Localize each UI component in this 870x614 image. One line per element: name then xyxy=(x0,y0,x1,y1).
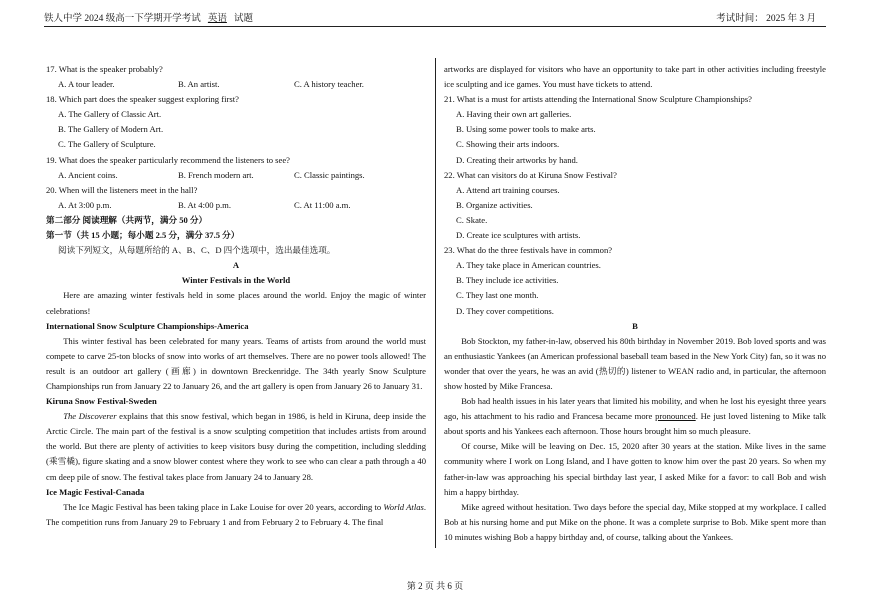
option: A. They take place in American countries. xyxy=(456,260,601,271)
option: C. Classic paintings. xyxy=(294,169,365,180)
column-divider xyxy=(435,58,436,548)
option: D. They cover competitions. xyxy=(456,305,554,316)
option: C. A history teacher. xyxy=(294,79,364,90)
question-20-options xyxy=(46,198,426,213)
paragraph xyxy=(46,409,426,484)
option: B. French modern art. xyxy=(178,169,254,180)
header-rule xyxy=(44,26,826,27)
source-title: World Atlas xyxy=(383,501,424,512)
instructions: 阅读下列短文，从每题所给的 A、B、C、D 四个选项中，选出最佳选项。 xyxy=(58,245,336,256)
paragraph: Mike agreed without hesitation. Two days before the special day, Mike stopped at my workplace. I called Bob at his nursing home and put Mike on the phone. It was a complete surprise to Bob. Mike spent more than 10 minutes wishing Bob a happy birthday and, of course, talking about the Yankees. xyxy=(444,501,826,542)
paragraph xyxy=(46,500,426,530)
paragraph-text: . He just loved listening to Mike talk about sports and his Yankees each afternoon. Those hours brought him so much pleasure. xyxy=(444,411,827,437)
option: D. Creating their artworks by hand. xyxy=(456,154,578,165)
paragraph-text: Bob had health issues in his later years that limited his mobility, and when he lost his eyesight three years ago, his attachment to his radio and Francesa became more xyxy=(444,396,826,422)
header-exam-time: 考试时间： 2025 年 3 月 xyxy=(716,14,816,24)
option: C. Skate. xyxy=(456,214,488,225)
section-heading: 第一节（共 15 小题；每小题 2.5 分，满分 37.5 分） xyxy=(46,230,240,241)
option: C. Showing their arts indoors. xyxy=(456,139,560,150)
paragraph-continued: artworks are displayed for visitors who have an opportunity to take part in other activities including freestyle ice sculpting and ice games. You must have tickets to attend. xyxy=(444,64,826,90)
option: C. The Gallery of Sculpture. xyxy=(58,139,156,150)
part-heading: 第二部分 阅读理解（共两节，满分 50 分） xyxy=(46,214,208,225)
question-23: 23. What do the three festivals have in common? xyxy=(444,245,613,256)
festival-heading: International Snow Sculpture Championships-America xyxy=(46,320,249,331)
right-column xyxy=(444,62,826,545)
passage-title: Winter Festivals in the World xyxy=(181,275,291,286)
page-number: 第 2 页 共 6 页 xyxy=(406,581,464,591)
header-school-exam: 铁人中学 2024 级高一下学期开学考试 xyxy=(44,14,201,24)
header-exam-title xyxy=(44,10,253,24)
option: A. Attend art training courses. xyxy=(456,184,560,195)
option: A. At 3:00 p.m. xyxy=(58,199,112,210)
option: A. The Gallery of Classic Art. xyxy=(58,109,162,120)
option: A. Having their own art galleries. xyxy=(456,109,572,120)
question-19: 19. What does the speaker particularly recommend the listeners to see? xyxy=(46,154,290,165)
option: A. A tour leader. xyxy=(58,79,115,90)
paragraph: This winter festival has been celebrated for many years. Teams of artists from around the world must compete to carve 25-ton blocks of snow into works of art themselves. There are no power tools allowed! The result is an outdoor art gallery (画廊) in downtown Breckenridge. The 34th yearly Snow Sculpture Championships run from January 22 to January 26, and the art gallery is open from January 26 to January 31. xyxy=(46,335,426,391)
option: B. Using some power tools to make arts. xyxy=(456,124,596,135)
header-suffix: 试题 xyxy=(234,14,254,24)
paragraph: Bob Stockton, my father-in-law, observed his 80th birthday in November 2019. Bob loved sports and was an enthusiastic Yankees (an American professional baseball team based in the New York City) fan, so it was no wonder that over the years, he was an avid (热切的) listener to WEAN radio and, in particular, the afternoon show hosted by Mike Francesa. xyxy=(444,335,826,391)
question-21: 21. What is a must for artists attending the International Snow Sculpture Championships? xyxy=(444,94,752,105)
option: C. They last one month. xyxy=(456,290,539,301)
question-20: 20. When will the listeners meet in the hall? xyxy=(46,184,198,195)
question-17: 17. What is the speaker probably? xyxy=(46,64,163,74)
question-17-options xyxy=(46,77,426,92)
paragraph-text: The Ice Magic Festival has been taking place in Lake Louise for over 20 years, according to xyxy=(63,501,384,512)
passage-label: B xyxy=(632,320,638,331)
underlined-word: pronounced xyxy=(655,411,696,422)
header-subject: 英语 xyxy=(207,14,227,24)
paragraph-text: . The competition runs from January 29 to February 1 and from February 2 to February 4. The final xyxy=(46,501,426,527)
option: D. Create ice sculptures with artists. xyxy=(456,230,581,241)
option: B. An artist. xyxy=(178,79,220,90)
option: B. At 4:00 p.m. xyxy=(178,199,232,210)
paragraph: Of course, Mike will be leaving on Dec. 15, 2020 after 30 years at the station. Mike lives in the same community where I work on Long Island, and I have gotten to know him over the past 20 years. So when my father-in-law was approaching his special birthday last year, I asked Mike for a favor: to call Bob and wish him a happy birthday. xyxy=(444,441,826,497)
source-title: The Discoverer xyxy=(63,411,117,422)
question-19-options xyxy=(46,168,426,183)
left-column xyxy=(46,62,426,530)
paragraph xyxy=(444,394,826,439)
intro-paragraph: Here are amazing winter festivals held in some places around the world. Enjoy the magic of winter celebrations! xyxy=(46,290,426,316)
question-22: 22. What can visitors do at Kiruna Snow Festival? xyxy=(444,169,617,180)
option: B. Organize activities. xyxy=(456,199,533,210)
festival-heading: Ice Magic Festival-Canada xyxy=(46,486,145,497)
question-18: 18. Which part does the speaker suggest exploring first? xyxy=(46,94,239,105)
paragraph-text: explains that this snow festival, which began in 1986, is held in Kiruna, deep inside the Arctic Circle. The main part of the festival is a snow sculpting competition that includes artists from around the world. But there are plenty of activities to keep visitors busy during the competition, including sledding (乘雪橇), figure skating and a snow blower contest where they work to see who can clear a path through a 40 cm deep pile of snow. The festival takes place from January 24 to January 28. xyxy=(46,411,426,482)
passage-label: A xyxy=(232,260,240,271)
option: B. The Gallery of Modern Art. xyxy=(58,124,164,135)
option: C. At 11:00 a.m. xyxy=(294,199,351,210)
option: A. Ancient coins. xyxy=(58,169,118,180)
option: B. They include ice activities. xyxy=(456,275,559,286)
festival-heading: Kiruna Snow Festival-Sweden xyxy=(46,396,157,407)
